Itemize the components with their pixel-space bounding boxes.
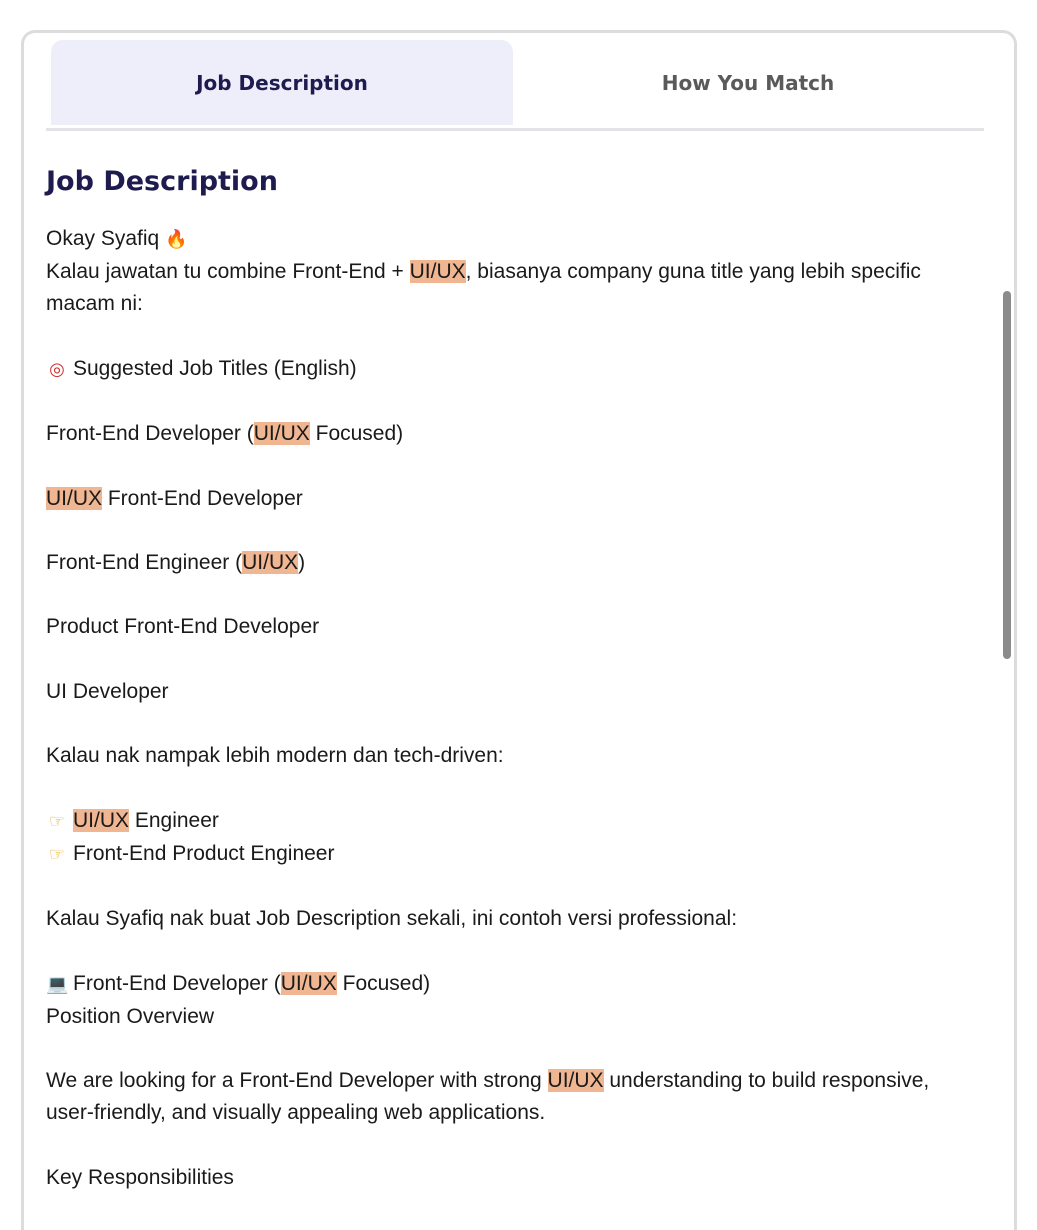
intro-line: Kalau jawatan tu combine Front-End + UI/UX, biasanya company guna title yang lebih specific <box>46 260 921 284</box>
suggested-titles-line: ◎ Suggested Job Titles (English) <box>46 353 986 386</box>
scrollbar-thumb[interactable] <box>1003 291 1011 659</box>
job-panel <box>21 30 1017 1230</box>
keyword-highlight: UI/UX <box>253 422 310 446</box>
blank-line <box>46 935 986 967</box>
blank-line <box>46 321 986 353</box>
keyword-highlight: UI/UX <box>46 486 103 510</box>
blank-line <box>46 1130 986 1162</box>
laptop-icon: 💻 <box>46 973 69 995</box>
jd-title-line: 💻 Front-End Developer (UI/UX Focused) <box>46 968 986 1001</box>
title-item: Front-End Developer (UI/UX Focused) <box>46 422 404 446</box>
modern-line: Kalau nak nampak lebih modern dan tech-driven: <box>46 744 504 768</box>
blank-line <box>46 386 986 418</box>
modern-item: ☞ UI/UX Engineer <box>46 805 986 838</box>
blank-line <box>46 1033 986 1065</box>
keyword-highlight: UI/UX <box>280 971 337 995</box>
job-description-content <box>46 153 986 1194</box>
target-icon: ◎ <box>49 358 65 380</box>
blank-line <box>46 450 986 482</box>
blank-line <box>46 579 986 611</box>
tab-job-description[interactable]: Job Description <box>51 40 513 125</box>
title-item: Front-End Engineer (UI/UX) <box>46 550 306 574</box>
description-line: We are looking for a Front-End Developer with strong UI/UX understanding to build responsive, <box>46 1069 930 1093</box>
key-responsibilities: Key Responsibilities <box>46 1165 234 1189</box>
blank-line <box>46 515 986 547</box>
jd-intro-line: Kalau Syafiq nak buat Job Description sekali, ini contoh versi professional: <box>46 907 738 931</box>
tab-how-you-match[interactable]: How You Match <box>661 70 835 95</box>
section-heading: Job Description <box>46 166 278 197</box>
keyword-highlight: UI/UX <box>242 550 299 574</box>
title-item: Product Front-End Developer <box>46 615 320 639</box>
title-item: UI/UX Front-End Developer <box>46 486 303 510</box>
blank-line <box>46 871 986 903</box>
tab-bar <box>46 40 984 131</box>
title-item: UI Developer <box>46 679 169 703</box>
intro-line-cont: macam ni: <box>46 292 143 316</box>
description-line-cont: user-friendly, and visually appealing web applications. <box>46 1101 546 1125</box>
blank-line <box>46 708 986 740</box>
keyword-highlight: UI/UX <box>547 1069 604 1093</box>
fire-icon: 🔥 <box>165 229 188 250</box>
blank-line <box>46 644 986 676</box>
position-overview: Position Overview <box>46 1004 215 1028</box>
keyword-highlight: UI/UX <box>73 808 130 832</box>
blank-line <box>46 772 986 804</box>
pointing-hand-icon: ☞ <box>48 810 66 832</box>
greeting-line: Okay Syafiq 🔥 <box>46 223 986 256</box>
pointing-hand-icon: ☞ <box>48 843 66 865</box>
modern-item: ☞ Front-End Product Engineer <box>46 838 986 871</box>
keyword-highlight: UI/UX <box>409 260 466 284</box>
